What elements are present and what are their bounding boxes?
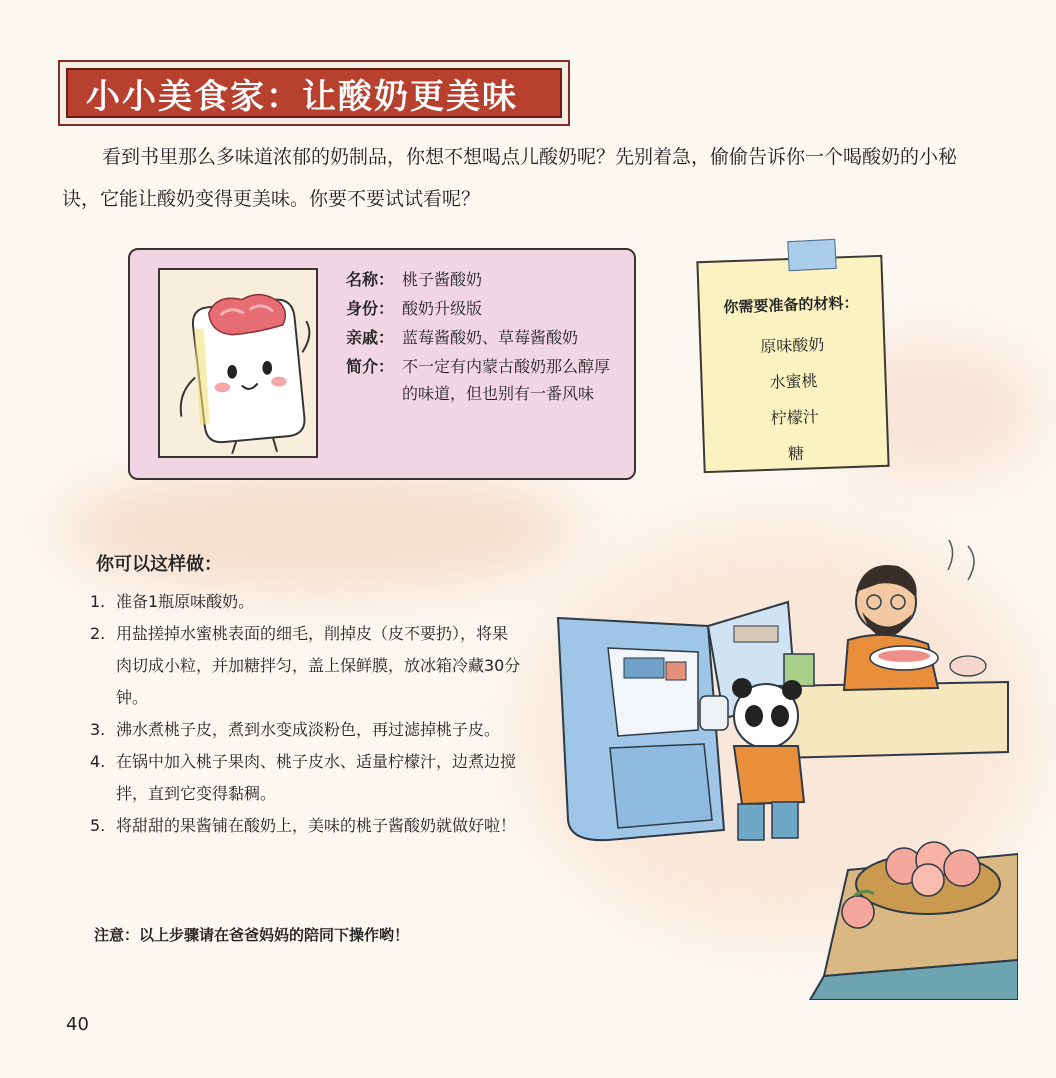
materials-title: 你需要准备的材料： bbox=[723, 293, 859, 317]
profile-field-value: 桃子酱酸奶 bbox=[402, 270, 483, 289]
step-item bbox=[90, 714, 522, 746]
tape-strip bbox=[787, 239, 837, 271]
step-number: 4. bbox=[90, 752, 106, 771]
profile-field-value: 不一定有内蒙古酸奶那么醇厚的味道，但也别有一番风味 bbox=[402, 357, 611, 403]
step-text: 将甜甜的果酱铺在酸奶上，美味的桃子酱酸奶就做好啦！ bbox=[116, 816, 517, 835]
material-item: 柠檬汁 bbox=[770, 407, 820, 428]
profile-field-name bbox=[346, 266, 618, 293]
step-text: 沸水煮桃子皮，煮到水变成淡粉色，再过滤掉桃子皮。 bbox=[116, 720, 501, 739]
step-item bbox=[90, 618, 522, 714]
step-number: 2. bbox=[90, 624, 106, 643]
profile-field-label: 名称： bbox=[346, 270, 395, 289]
steps-heading: 你可以这样做： bbox=[96, 554, 222, 575]
materials-list bbox=[701, 325, 888, 475]
profile-field-label: 亲戚： bbox=[346, 328, 395, 347]
step-item bbox=[90, 586, 522, 618]
profile-field-value: 蓝莓酱酸奶、草莓酱酸奶 bbox=[402, 328, 579, 347]
step-number: 5. bbox=[90, 816, 106, 835]
profile-field-intro bbox=[346, 353, 618, 407]
step-number: 3. bbox=[90, 720, 106, 739]
step-number: 1. bbox=[90, 592, 106, 611]
profile-fields bbox=[346, 266, 618, 409]
steps-list bbox=[90, 586, 522, 842]
yogurt-profile-card bbox=[128, 248, 636, 480]
step-text: 用盐搓掉水蜜桃表面的细毛，削掉皮（皮不要扔），将果肉切成小粒，并加糖拌匀，盖上保鲜膜，放冰箱冷藏30分钟。 bbox=[116, 624, 521, 707]
profile-field-identity bbox=[346, 295, 618, 322]
intro-paragraph: 看到书里那么多味道浓郁的奶制品，你想不想喝点儿酸奶呢？先别着急，偷偷告诉你一个喝酸奶的小秘诀，它能让酸奶变得更美味。你要不要试试看呢？ bbox=[62, 146, 958, 210]
step-text: 准备1瓶原味酸奶。 bbox=[116, 592, 255, 611]
safety-note: 注意：以上步骤请在爸爸妈妈的陪同下操作哟！ bbox=[94, 926, 410, 944]
title-banner bbox=[58, 60, 570, 126]
page-number: 40 bbox=[66, 1014, 89, 1035]
step-item bbox=[90, 746, 522, 810]
peach-yogurt-character-illustration bbox=[158, 268, 318, 458]
profile-field-relatives bbox=[346, 324, 618, 351]
page-title: 小小美食家：让酸奶更美味 bbox=[66, 68, 562, 118]
material-item: 水蜜桃 bbox=[769, 371, 818, 392]
profile-field-label: 身份： bbox=[346, 299, 395, 318]
profile-field-label: 简介： bbox=[346, 357, 395, 376]
step-item bbox=[90, 810, 522, 842]
step-text: 在锅中加入桃子果肉、桃子皮水、适量柠檬汁，边煮边搅拌，直到它变得黏稠。 bbox=[116, 752, 517, 803]
kitchen-illustration bbox=[548, 540, 1018, 1000]
profile-field-value: 酸奶升级版 bbox=[402, 299, 483, 318]
material-item: 原味酸奶 bbox=[760, 334, 825, 357]
materials-note bbox=[696, 255, 889, 473]
material-item: 糖 bbox=[787, 443, 805, 464]
